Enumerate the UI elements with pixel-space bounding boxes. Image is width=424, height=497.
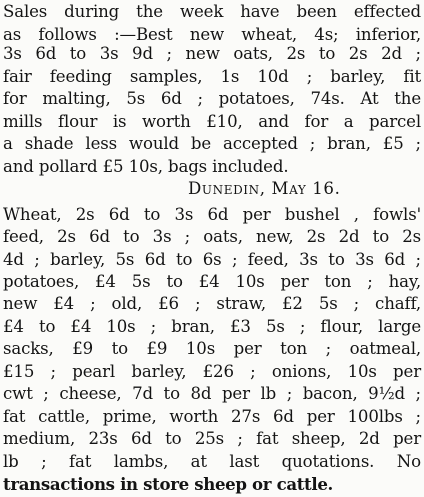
text-line: fair feeding samples, 1s 10d ; barley, fit: [3, 67, 421, 86]
text-line: 3s 6d to 3s 9d ; new oats, 2s to 2s 2d ;: [3, 44, 421, 63]
text-line: potatoes, £4 5s to £4 10s per ton ; hay,: [3, 272, 421, 291]
text-line: and pollard £5 10s, bags included.: [3, 157, 289, 176]
dateline: Dunedin, May 16.: [188, 179, 341, 198]
text-line: sacks, £9 to £9 10s per ton ; oatmeal,: [3, 339, 421, 358]
text-line: transactions in store sheep or cattle.: [3, 474, 333, 494]
text-line: Wheat, 2s 6d to 3s 6d per bushel , fowls': [3, 205, 421, 224]
text-line: lb ; fat lambs, at last quotations. No: [3, 452, 421, 471]
text-line: mills flour is worth £10, and for a parcel: [3, 112, 421, 131]
text-line: fat cattle, prime, worth 27s 6d per 100lbs ;: [3, 407, 421, 426]
text-line: 4d ; barley, 5s 6d to 6s ; feed, 3s to 3s 6d ;: [3, 250, 421, 269]
text-line: cwt ; cheese, 7d to 8d per lb ; bacon, 9½d ;: [3, 384, 421, 403]
text-line: £4 to £4 10s ; bran, £3 5s ; flour, large: [3, 317, 421, 336]
text-line: £15 ; pearl barley, £26 ; onions, 10s per: [3, 362, 421, 381]
text-line: a shade less would be accepted ; bran, £5 ;: [3, 134, 421, 153]
text-line: as follows :—Best new wheat, 4s; inferior,: [3, 25, 421, 44]
text-line: feed, 2s 6d to 3s ; oats, new, 2s 2d to 2s: [3, 227, 421, 246]
text-line: for malting, 5s 6d ; potatoes, 74s. At the: [3, 89, 421, 108]
text-line: medium, 23s 6d to 25s ; fat sheep, 2d per: [3, 429, 421, 448]
text-line: Sales during the week have been effected: [3, 2, 421, 21]
text-line: new £4 ; old, £6 ; straw, £2 5s ; chaff,: [3, 294, 421, 313]
